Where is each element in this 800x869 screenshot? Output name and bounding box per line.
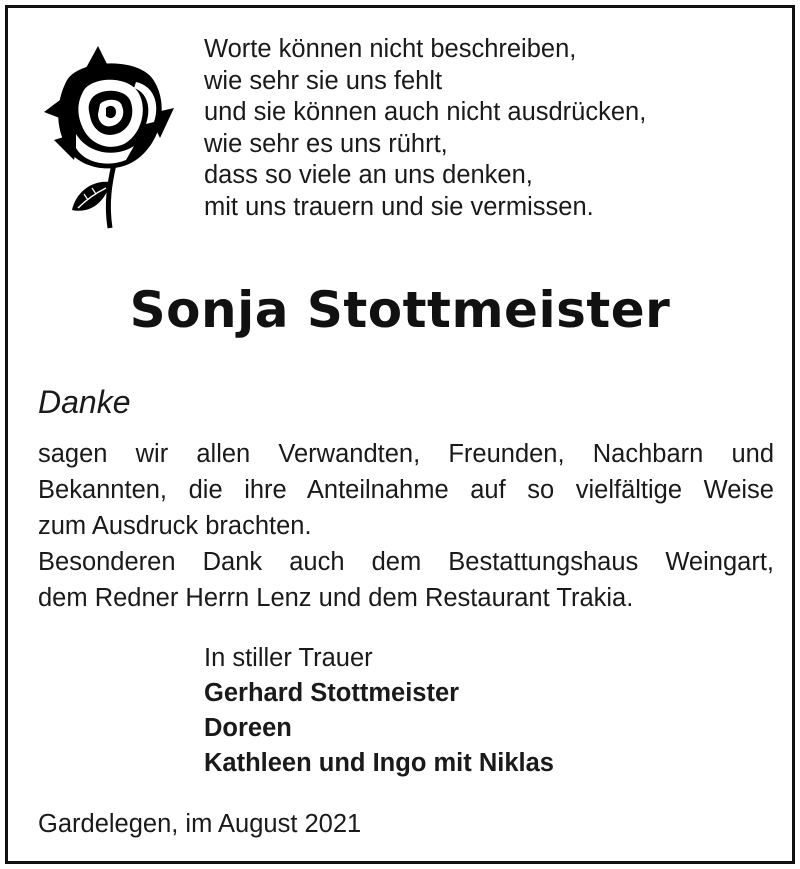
poem-line: wie sehr sie uns fehlt (204, 66, 443, 95)
poem-line: und sie können auch nicht ausdrücken, (204, 98, 647, 126)
signature-block (204, 641, 554, 781)
obituary-notice (5, 5, 795, 864)
poem-line: mit uns trauern und sie vermissen. (204, 192, 594, 221)
poem (204, 34, 646, 223)
thanks-body (38, 436, 774, 616)
poem-line: Worte können nicht beschreiben, (204, 35, 577, 63)
body-line: sagen wir allen Verwandten, Freunden, Nachbarn und (38, 440, 774, 468)
body-line: zum Ausdruck brachten. (38, 512, 312, 540)
poem-line: dass so viele an uns denken, (204, 161, 533, 189)
body-line: dem Redner Herrn Lenz und dem Restaurant Trakia. (38, 584, 634, 612)
deceased-name: Sonja Stottmeister (129, 281, 671, 339)
thanks-heading: Danke (38, 384, 131, 420)
signature-intro: In stiller Trauer (204, 644, 373, 672)
place-date: Gardelegen, im August 2021 (38, 810, 362, 838)
poem-line: wie sehr es uns rührt, (204, 129, 448, 158)
body-line: Bekannten, die ihre Anteilnahme auf so vielfältige Weise (38, 476, 774, 504)
rose-icon (36, 42, 176, 230)
signature-name: Gerhard Stottmeister (204, 679, 460, 707)
signature-name: Doreen (204, 714, 292, 742)
signature-name: Kathleen und Ingo mit Niklas (204, 749, 554, 777)
body-line: Besonderen Dank auch dem Bestattungshaus Weingart, (38, 548, 774, 576)
